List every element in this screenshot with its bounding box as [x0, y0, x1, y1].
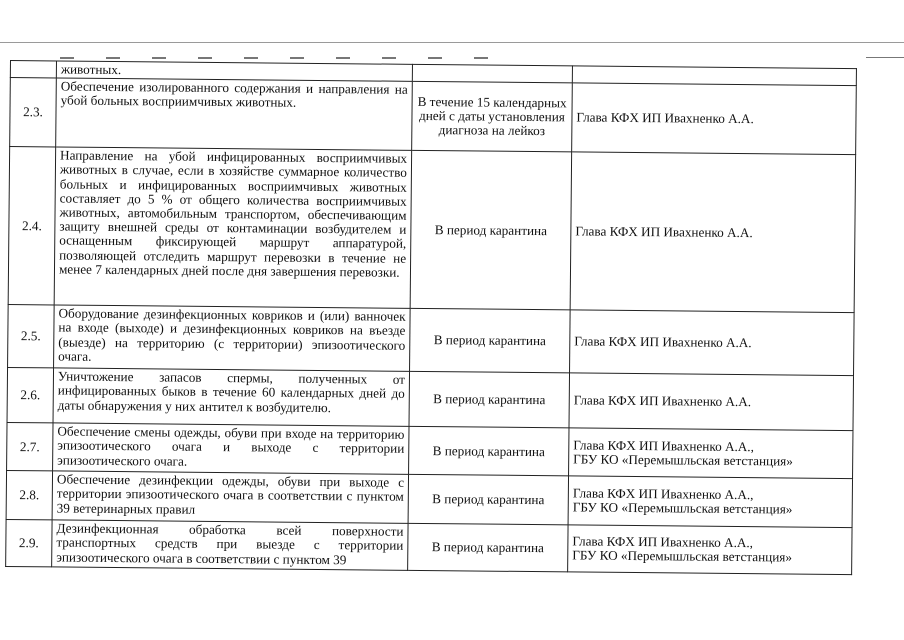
row-action: Направление на убой инфицированных восприимчивых животных в случае, если в хозяйстве суммарное количество больных и инфицированных восприимчивых животных составляет до 5 % от общего количества восприимчивых животных, автомобильным транспортом, обеспечивающим защиту внешней среды от контаминации возбудителем и оснащенным фиксирующей маршрут аппаратурой, позволяющей отследить маршрут перевозки в течение не менее 7 календарных дней после дня завершения перевозки. [54, 147, 412, 308]
table-row [6, 471, 852, 528]
row-responsible [569, 373, 854, 431]
row-responsible [568, 476, 852, 528]
document-sheet [5, 60, 857, 575]
header-dashes [60, 57, 520, 59]
row-term [412, 64, 572, 83]
row-number: 2.6. [7, 368, 54, 423]
row-term: В период карантина [410, 151, 572, 311]
responsible-line: Глава КФХ ИП Ивахненко А.А. [573, 392, 752, 410]
row-number: 2.8. [6, 471, 52, 520]
responsible-line: Глава КФХ ИП Ивахненко А.А. [576, 109, 754, 127]
table-row [6, 520, 852, 575]
responsible-line: ГБУ КО «Перемышльская ветстанция» [573, 451, 793, 469]
table-row [7, 423, 853, 479]
responsible-line: Глава КФХ ИП Ивахненко А.А. [575, 223, 753, 240]
page-edge-rule [0, 42, 904, 43]
table-row [8, 147, 855, 313]
responsible-line: ГБУ КО «Перемышльская ветстанция» [572, 499, 793, 517]
row-number: 2.9. [6, 520, 52, 567]
row-number: 2.7. [7, 423, 53, 471]
row-action: животных. [56, 61, 412, 82]
row-responsible [570, 152, 856, 313]
responsible-line: Глава КФХ ИП Ивахненко А.А. [574, 333, 752, 351]
responsible-line: Глава КФХ ИП Ивахненко А.А., [573, 436, 755, 454]
responsible-line: Глава КФХ ИП Ивахненко А.А., [572, 533, 754, 551]
row-action: Уничтожение запасов спермы, полученных от инфицированных быков в течение 60 календарных дней до даты обнаружения у них антител к возбудителю. [53, 368, 410, 426]
row-term: В период карантина [409, 427, 569, 477]
table-row [8, 305, 855, 376]
measures-table [5, 60, 857, 575]
header-right-dash [866, 57, 904, 58]
row-term: В период карантина [410, 309, 571, 374]
row-action: Оборудование дезинфекционных ковриков и (или) ванночек на входе (выходе) и дезинфекционных ковриков на въезде (выезде) на территорию (с территории) эпизоотического очага. [54, 305, 411, 371]
row-responsible [570, 310, 855, 376]
row-responsible [572, 83, 857, 155]
responsible-line: ГБУ КО «Перемышльская ветстанция» [572, 547, 793, 565]
row-term: В течение 15 календарных дней с даты установления диагноза на лейкоз [412, 82, 573, 153]
row-action: Обеспечение дезинфекции одежды, обуви при выходе с территории эпизоотического очага в соответствии с пунктом 39 ветеринарных правил [52, 471, 408, 523]
row-number: 2.5. [8, 305, 55, 368]
row-responsible [568, 525, 852, 575]
row-term: В период карантина [408, 524, 568, 573]
responsible-line: Глава КФХ ИП Ивахненко А.А., [572, 485, 754, 503]
row-term: В период карантина [409, 372, 570, 429]
table-row [10, 78, 857, 155]
row-responsible [569, 428, 853, 479]
row-action: Обеспечение смены одежды, обуви при входе на территорию эпизоотического очага и выходе с территории эпизоотического очага. [53, 423, 409, 474]
row-action: Дезинфекционная обработка всей поверхности транспортных средств при выезде с территории эпизоотического очага в соответствии с пунктом 39 [52, 520, 408, 570]
row-number: 2.4. [8, 147, 56, 305]
row-number [10, 61, 56, 79]
responsible-line [577, 75, 852, 78]
table-row [7, 368, 853, 431]
row-term: В период карантина [408, 475, 568, 526]
row-number: 2.3. [10, 78, 57, 147]
row-action: Обеспечение изолированного содержания и направления на убой больных восприимчивых животных. [56, 78, 413, 150]
